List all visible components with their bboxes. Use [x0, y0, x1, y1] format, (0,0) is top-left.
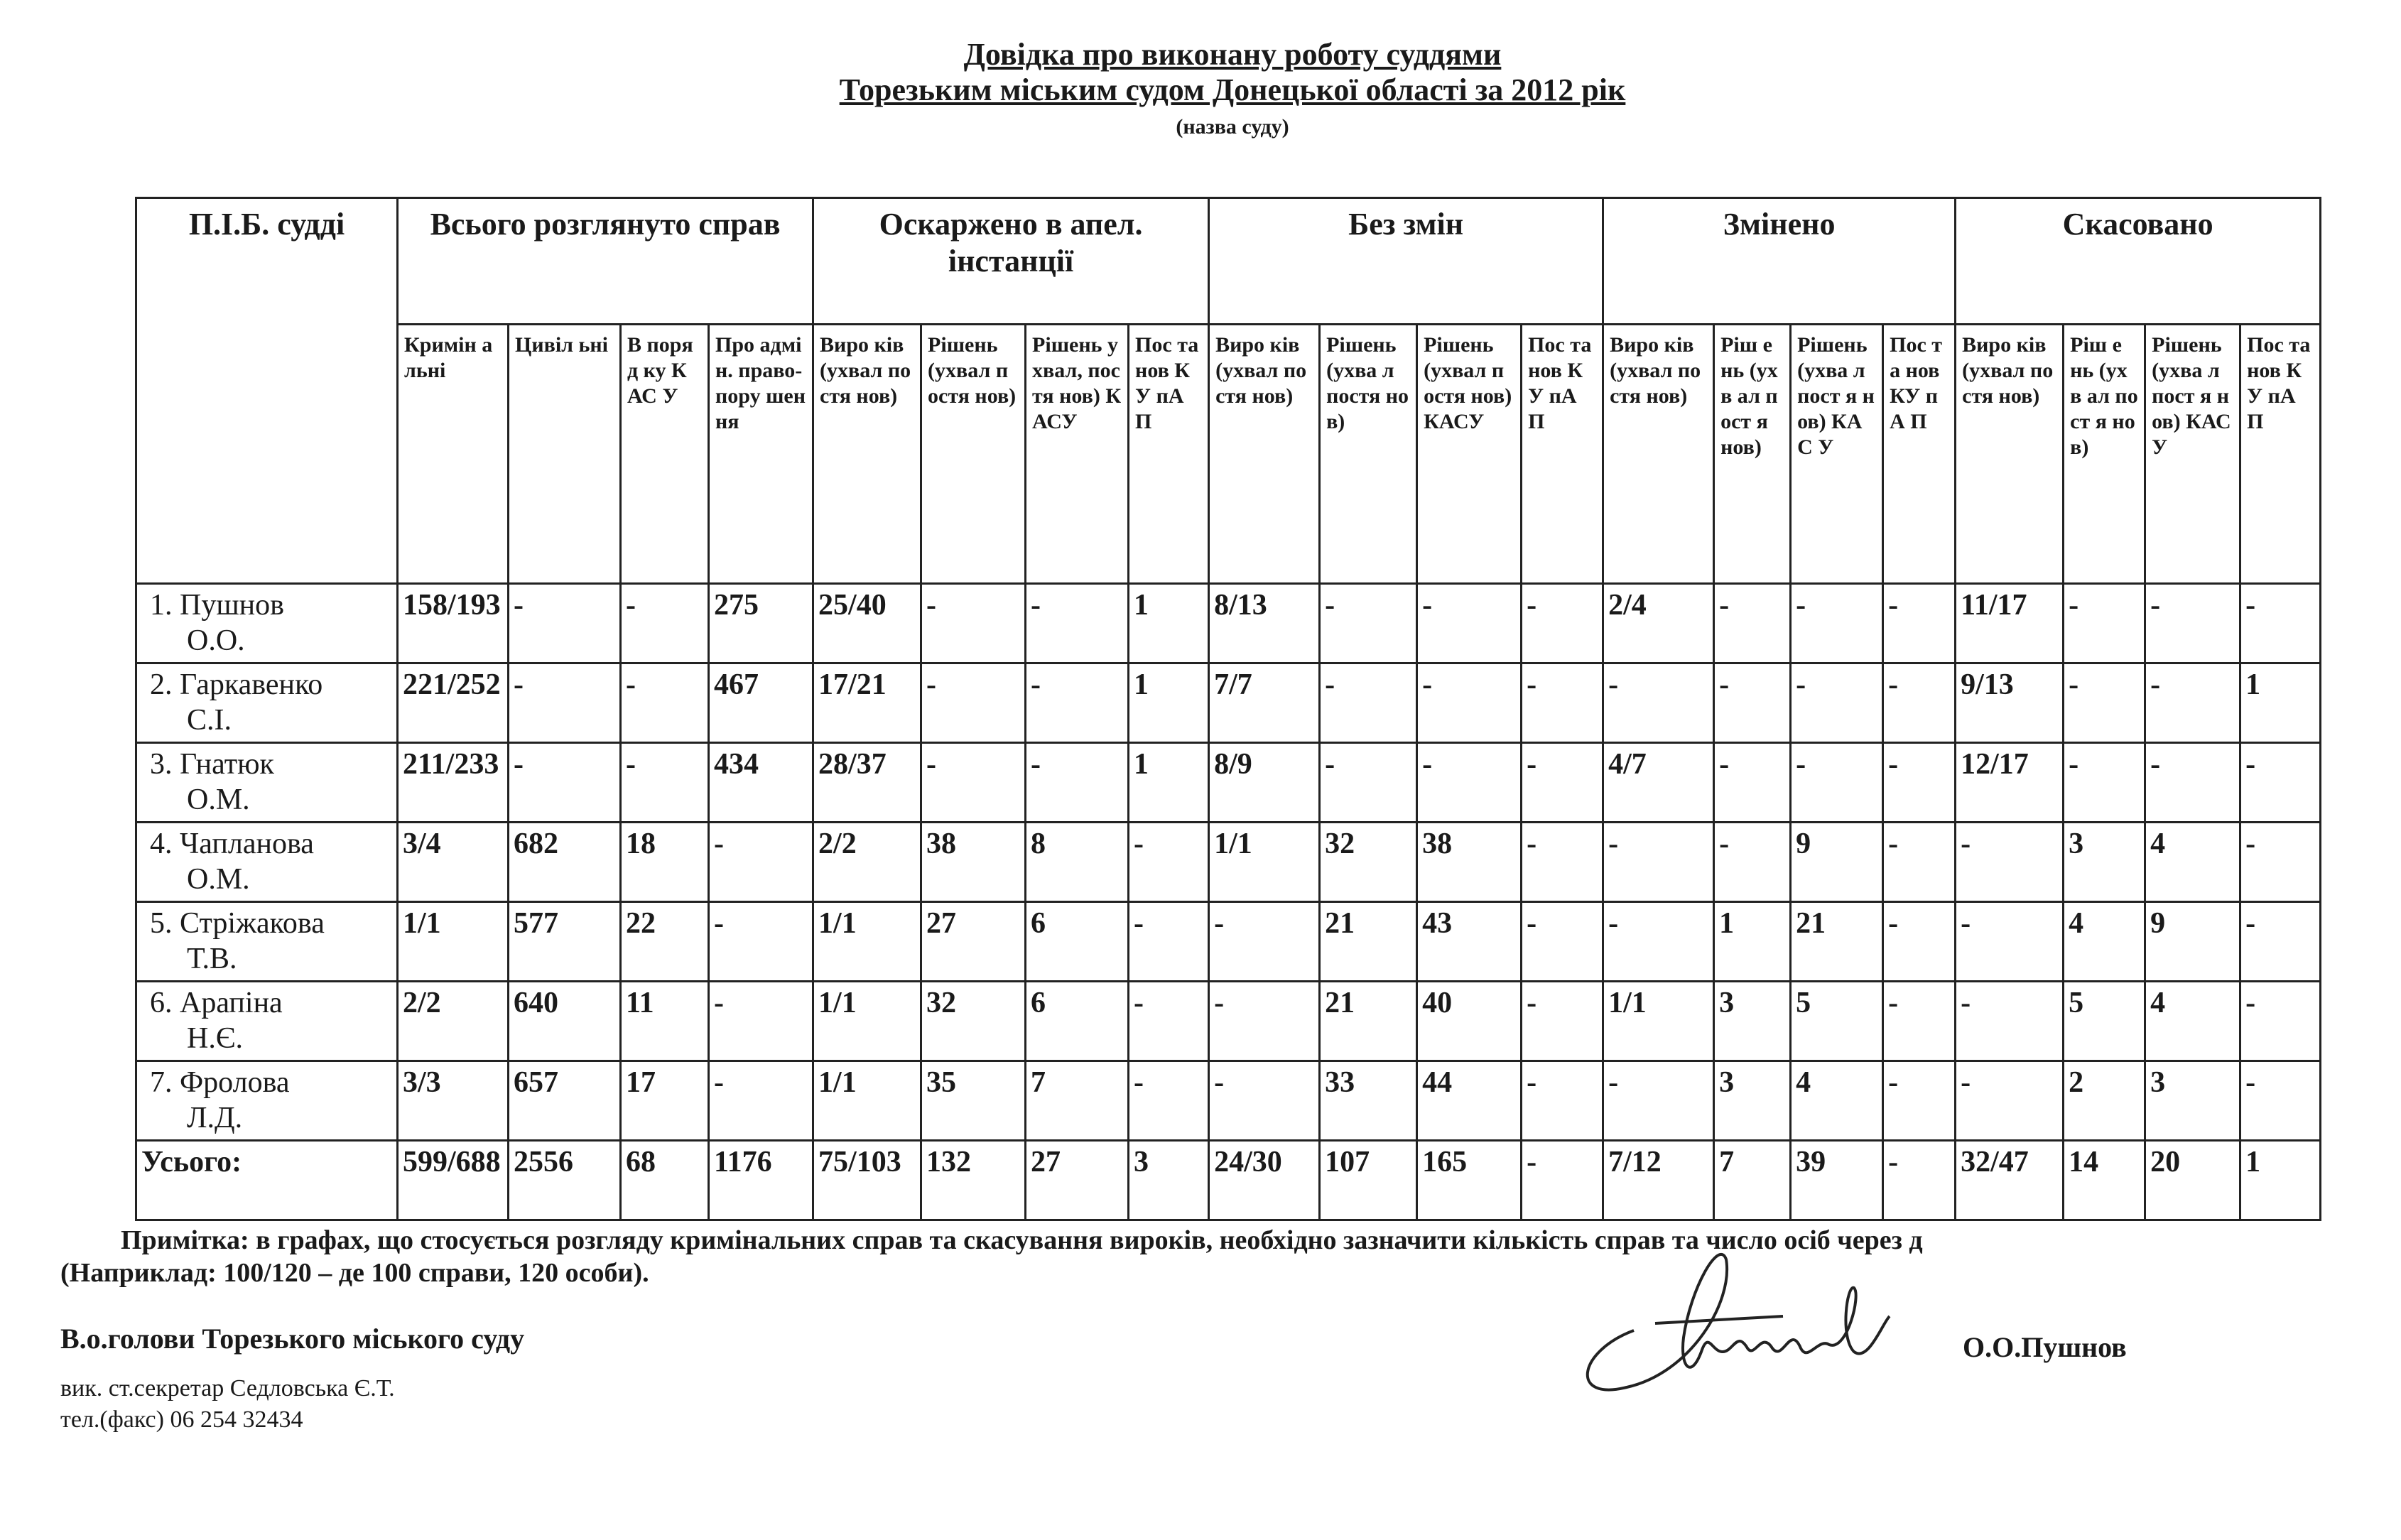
- table-cell: -: [2240, 982, 2321, 1061]
- table-cell: 32: [1320, 823, 1417, 902]
- table-cell: 12/17: [1956, 743, 2064, 823]
- table-cell: -: [1026, 743, 1129, 823]
- subheader-cell: Виро ків (ухвал постя нов): [813, 325, 921, 584]
- judge-name-cell: [136, 982, 398, 1061]
- table-cell: 2/2: [813, 823, 921, 902]
- table-cell: 657: [509, 1061, 621, 1141]
- table-cell: 21: [1320, 902, 1417, 982]
- table-cell: -: [621, 743, 709, 823]
- document-subtitle: (назва суду): [1176, 115, 1289, 139]
- table-cell: -: [1026, 663, 1129, 743]
- judge-initials: С.І.: [187, 704, 232, 737]
- table-cell: 21: [1791, 902, 1883, 982]
- signer-name: О.О.Пушнов: [1963, 1331, 2127, 1363]
- table-cell: -: [1714, 823, 1791, 902]
- table-cell: -: [1603, 663, 1714, 743]
- table-cell: 25/40: [813, 584, 921, 663]
- table-cell: 43: [1417, 902, 1522, 982]
- table-cell: 3: [2145, 1061, 2240, 1141]
- table-row: [136, 584, 2321, 663]
- table-cell: 7/12: [1603, 1141, 1714, 1220]
- header-changed: Змінено: [1603, 198, 1956, 325]
- table-cell: -: [1129, 902, 1209, 982]
- judge-initials: Л.Д.: [187, 1102, 243, 1134]
- footnote: Примітка: в графах, що стосується розгляду кримінальних справ та скасування вироків, необхідно зазначити кількість справ та число осіб через д: [121, 1225, 1923, 1255]
- table-cell: -: [2240, 584, 2321, 663]
- subheader-cell: Ріш е нь (ухв ал пост я нов): [1714, 325, 1791, 584]
- header-total-reviewed: Всього розглянуто справ: [398, 198, 813, 325]
- document-title-line2: Торезьким міським судом Донецької області за 2012 рік: [839, 72, 1626, 107]
- table-cell: 1/1: [813, 982, 921, 1061]
- table-cell: -: [709, 982, 813, 1061]
- judge-name: 4. Чапланова: [150, 828, 314, 860]
- table-cell: -: [1883, 902, 1956, 982]
- subheader-cell: Рішень (ухва л пост я нов) КАС У: [1791, 325, 1883, 584]
- judge-name: 3. Гнатюк: [150, 748, 274, 781]
- table-cell: -: [1714, 743, 1791, 823]
- table-row: [136, 902, 2321, 982]
- table-cell: 35: [921, 1061, 1026, 1141]
- table-cell: 1: [1129, 743, 1209, 823]
- table-cell: 8/13: [1209, 584, 1320, 663]
- table-cell: -: [1791, 743, 1883, 823]
- subheader-cell: Пос та нов КУ пА П: [1129, 325, 1209, 584]
- table-cell: 32: [921, 982, 1026, 1061]
- table-cell: -: [2240, 1061, 2321, 1141]
- table-cell: 107: [1320, 1141, 1417, 1220]
- table-cell: -: [1320, 743, 1417, 823]
- table-cell: 11/17: [1956, 584, 2064, 663]
- table-cell: -: [1883, 743, 1956, 823]
- table-cell: -: [2064, 584, 2145, 663]
- judge-name-cell: [136, 1061, 398, 1141]
- judge-initials: О.М.: [187, 783, 250, 816]
- table-cell: -: [2064, 663, 2145, 743]
- table-cell: -: [1320, 584, 1417, 663]
- judge-name-cell: [136, 823, 398, 902]
- table-cell: 577: [509, 902, 621, 982]
- table-cell: -: [509, 584, 621, 663]
- table-cell: -: [709, 823, 813, 902]
- table-cell: 7: [1026, 1061, 1129, 1141]
- table-cell: -: [1603, 1061, 1714, 1141]
- table-cell: -: [509, 743, 621, 823]
- table-cell: 5: [2064, 982, 2145, 1061]
- table-cell: -: [1522, 823, 1603, 902]
- table-cell: 22: [621, 902, 709, 982]
- table-cell: 8: [1026, 823, 1129, 902]
- header-unchanged: Без змін: [1209, 198, 1603, 325]
- total-row: [136, 1141, 2321, 1220]
- table-cell: 158/193: [398, 584, 509, 663]
- table-row: [136, 1061, 2321, 1141]
- subheader-cell: Кримін альні: [398, 325, 509, 584]
- judge-name: 7. Фролова: [150, 1066, 290, 1099]
- table-cell: -: [1883, 663, 1956, 743]
- total-label: Усього:: [136, 1141, 398, 1220]
- table-cell: 1: [2240, 1141, 2321, 1220]
- table-cell: 467: [709, 663, 813, 743]
- table-cell: -: [1417, 743, 1522, 823]
- table-cell: -: [2240, 823, 2321, 902]
- table-cell: 17/21: [813, 663, 921, 743]
- acting-head-title: В.о.голови Торезького міського суду: [60, 1323, 525, 1355]
- table-cell: 38: [921, 823, 1026, 902]
- table-cell: 7: [1714, 1141, 1791, 1220]
- subheader-cell: В поря д ку КАС У: [621, 325, 709, 584]
- subheader-cell: Про адмін. право-пору шення: [709, 325, 813, 584]
- table-cell: -: [2240, 902, 2321, 982]
- table-cell: -: [1417, 663, 1522, 743]
- subheader-cell: Виро ків (ухвал постя нов): [1209, 325, 1320, 584]
- table-cell: 14: [2064, 1141, 2145, 1220]
- table-cell: 4: [2064, 902, 2145, 982]
- subheader-cell: Ріш е нь (ухв ал пост я нов): [2064, 325, 2145, 584]
- table-cell: 2: [2064, 1061, 2145, 1141]
- subheader-cell: Рішень (ухва л пост я нов) КАС У: [2145, 325, 2240, 584]
- table-cell: 1/1: [1603, 982, 1714, 1061]
- table-cell: 39: [1791, 1141, 1883, 1220]
- table-cell: -: [1603, 823, 1714, 902]
- table-cell: 20: [2145, 1141, 2240, 1220]
- table-cell: 211/233: [398, 743, 509, 823]
- judge-name: 6. Арапіна: [150, 987, 283, 1019]
- table-cell: -: [1791, 663, 1883, 743]
- table-cell: -: [2145, 743, 2240, 823]
- table-cell: 275: [709, 584, 813, 663]
- table-cell: 6: [1026, 982, 1129, 1061]
- table-cell: 17: [621, 1061, 709, 1141]
- subheader-cell: Пос та нов КУ пА П: [1883, 325, 1956, 584]
- table-cell: -: [1883, 1141, 1956, 1220]
- table-cell: 1/1: [813, 902, 921, 982]
- table-cell: 4: [2145, 823, 2240, 902]
- table-row: [136, 743, 2321, 823]
- footnote-example: (Наприклад: 100/120 – де 100 справи, 120 особи).: [60, 1258, 649, 1288]
- report-footer: [0, 1224, 2401, 1458]
- table-cell: 3: [1714, 1061, 1791, 1141]
- table-cell: 11: [621, 982, 709, 1061]
- table-cell: 27: [1026, 1141, 1129, 1220]
- table-cell: -: [1603, 902, 1714, 982]
- secretary-info: вик. ст.секретар Седловська Є.Т.: [60, 1375, 395, 1401]
- table-cell: -: [1209, 902, 1320, 982]
- subheader-cell: Пос та нов КУ пА П: [1522, 325, 1603, 584]
- judge-name-cell: [136, 584, 398, 663]
- table-cell: 1: [1714, 902, 1791, 982]
- table-cell: 1: [2240, 663, 2321, 743]
- table-cell: -: [1956, 1061, 2064, 1141]
- judge-name: 2. Гаркавенко: [150, 668, 323, 701]
- table-cell: 2/2: [398, 982, 509, 1061]
- table-cell: -: [709, 902, 813, 982]
- header-judge-name: П.І.Б. судді: [136, 198, 398, 584]
- table-cell: -: [921, 584, 1026, 663]
- table-cell: 21: [1320, 982, 1417, 1061]
- table-cell: 3/4: [398, 823, 509, 902]
- table-cell: -: [1956, 823, 2064, 902]
- table-cell: 7/7: [1209, 663, 1320, 743]
- subheader-cell: Пос та нов КУ пА П: [2240, 325, 2321, 584]
- judge-initials: О.О.: [187, 624, 245, 657]
- table-cell: 5: [1791, 982, 1883, 1061]
- report-body: [0, 197, 2401, 1458]
- table-cell: -: [2240, 743, 2321, 823]
- table-cell: -: [1883, 1061, 1956, 1141]
- table-cell: 1/1: [1209, 823, 1320, 902]
- table-cell: 4: [1791, 1061, 1883, 1141]
- table-cell: 33: [1320, 1061, 1417, 1141]
- table-cell: 2556: [509, 1141, 621, 1220]
- table-row: [136, 982, 2321, 1061]
- table-cell: 68: [621, 1141, 709, 1220]
- table-cell: 132: [921, 1141, 1026, 1220]
- judge-initials: О.М.: [187, 863, 250, 896]
- table-cell: -: [1026, 584, 1129, 663]
- table-cell: 3: [1714, 982, 1791, 1061]
- judge-initials: Т.В.: [187, 943, 237, 975]
- table-cell: 4/7: [1603, 743, 1714, 823]
- table-cell: 38: [1417, 823, 1522, 902]
- subheader-cell: Виро ків (ухвал постя нов): [1603, 325, 1714, 584]
- handwritten-signature: [1549, 1245, 1918, 1409]
- table-cell: 1/1: [813, 1061, 921, 1141]
- table-cell: -: [1522, 1141, 1603, 1220]
- table-cell: -: [1522, 1061, 1603, 1141]
- table-cell: -: [921, 743, 1026, 823]
- table-cell: 75/103: [813, 1141, 921, 1220]
- judge-initials: Н.Є.: [187, 1022, 244, 1055]
- table-cell: 1: [1129, 663, 1209, 743]
- table-cell: -: [1791, 584, 1883, 663]
- table-cell: -: [1129, 823, 1209, 902]
- table-cell: -: [2145, 584, 2240, 663]
- table-cell: -: [1956, 982, 2064, 1061]
- table-cell: -: [621, 663, 709, 743]
- table-cell: -: [1129, 982, 1209, 1061]
- table-cell: -: [1129, 1061, 1209, 1141]
- table-cell: -: [1956, 902, 2064, 982]
- table-cell: 8/9: [1209, 743, 1320, 823]
- table-cell: -: [921, 663, 1026, 743]
- table-cell: 3: [2064, 823, 2145, 902]
- table-cell: 2/4: [1603, 584, 1714, 663]
- table-cell: -: [1522, 743, 1603, 823]
- table-cell: 28/37: [813, 743, 921, 823]
- table-cell: 1/1: [398, 902, 509, 982]
- table-row: [136, 823, 2321, 902]
- table-cell: 434: [709, 743, 813, 823]
- table-cell: 640: [509, 982, 621, 1061]
- table-cell: -: [1883, 823, 1956, 902]
- judge-name-cell: [136, 743, 398, 823]
- table-cell: 9/13: [1956, 663, 2064, 743]
- table-cell: 3: [1129, 1141, 1209, 1220]
- table-cell: -: [1417, 584, 1522, 663]
- table-cell: -: [1209, 982, 1320, 1061]
- table-cell: -: [509, 663, 621, 743]
- judge-name: 5. Стріжакова: [150, 907, 325, 940]
- subheader-cell: Виро ків (ухвал постя нов): [1956, 325, 2064, 584]
- table-cell: 9: [2145, 902, 2240, 982]
- table-cell: 18: [621, 823, 709, 902]
- table-cell: 221/252: [398, 663, 509, 743]
- table-cell: 24/30: [1209, 1141, 1320, 1220]
- subheader-cell: Рішень (ухвал постя нов): [921, 325, 1026, 584]
- header-cancelled: Скасовано: [1956, 198, 2321, 325]
- table-cell: -: [1522, 584, 1603, 663]
- phone-info: тел.(факс) 06 254 32434: [60, 1406, 303, 1433]
- table-cell: -: [1522, 663, 1603, 743]
- subheader-cell: Рішень (ухва л постя нов): [1320, 325, 1417, 584]
- judge-name-cell: [136, 902, 398, 982]
- table-cell: -: [1320, 663, 1417, 743]
- table-cell: -: [1883, 584, 1956, 663]
- table-cell: 9: [1791, 823, 1883, 902]
- table-cell: 4: [2145, 982, 2240, 1061]
- table-cell: -: [1522, 982, 1603, 1061]
- table-cell: 6: [1026, 902, 1129, 982]
- table-cell: -: [1522, 902, 1603, 982]
- table-cell: -: [1209, 1061, 1320, 1141]
- subheader-cell: Рішень (ухвал постя нов) КАСУ: [1417, 325, 1522, 584]
- table-cell: -: [1883, 982, 1956, 1061]
- judge-name-cell: [136, 663, 398, 743]
- table-cell: 165: [1417, 1141, 1522, 1220]
- judge-name: 1. Пушнов: [150, 589, 284, 622]
- table-row: [136, 663, 2321, 743]
- table-cell: -: [621, 584, 709, 663]
- table-cell: 599/688: [398, 1141, 509, 1220]
- header-appealed: Оскаржено в апел. інстанції: [813, 198, 1209, 325]
- subheader-cell: Рішень ухвал, постя нов) КАСУ: [1026, 325, 1129, 584]
- table-cell: -: [2145, 663, 2240, 743]
- table-cell: 3/3: [398, 1061, 509, 1141]
- subheader-cell: Цивіл ьні: [509, 325, 621, 584]
- table-cell: 1: [1129, 584, 1209, 663]
- table-cell: -: [1714, 663, 1791, 743]
- table-cell: -: [2064, 743, 2145, 823]
- table-cell: 27: [921, 902, 1026, 982]
- table-cell: -: [1714, 584, 1791, 663]
- document-title-line1: Довідка про виконану роботу суддями: [963, 37, 1502, 72]
- judges-report-table: [135, 197, 2321, 1221]
- table-cell: 682: [509, 823, 621, 902]
- table-cell: 40: [1417, 982, 1522, 1061]
- table-cell: -: [709, 1061, 813, 1141]
- table-cell: 44: [1417, 1061, 1522, 1141]
- table-cell: 32/47: [1956, 1141, 2064, 1220]
- table-cell: 1176: [709, 1141, 813, 1220]
